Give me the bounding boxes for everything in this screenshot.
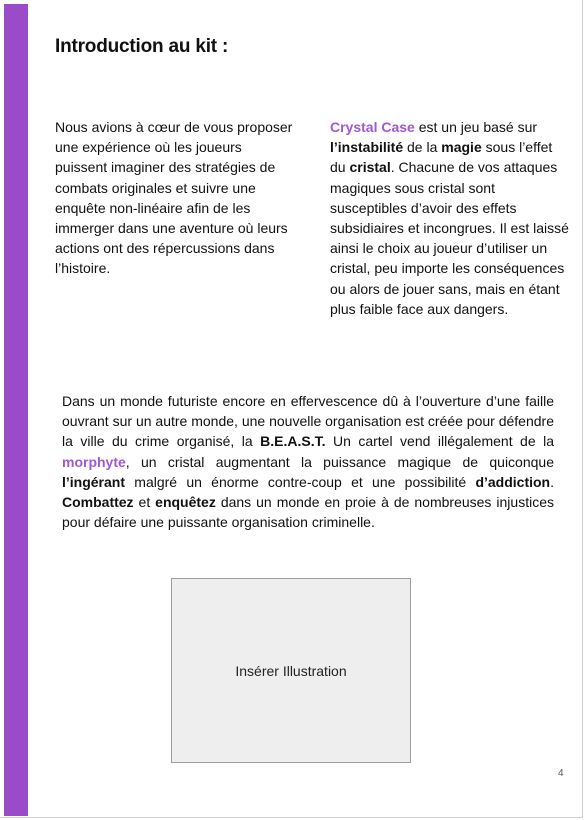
main-text-1: Dans un monde futuriste encore en effervescence dû à l’ouverture d’une faille ouvrant sur un autre monde, une nouvelle organisation est créée pour défendre la ville du crime organisé, la	[62, 393, 554, 450]
game-name: Crystal Case	[330, 119, 415, 135]
main-bold-combattez: Combattez	[62, 494, 134, 511]
main-bold-enquetez: enquêtez	[155, 494, 216, 511]
right-bold-2: magie	[441, 139, 482, 156]
main-bold-beast: B.E.A.S.T.	[260, 433, 326, 450]
main-accent-morphyte: morphyte	[62, 453, 126, 470]
right-bold-3: cristal	[349, 159, 391, 176]
main-bold-addiction: d’addiction	[475, 473, 551, 490]
right-text-2: de la	[403, 139, 442, 156]
sidebar-color-bar	[4, 4, 28, 816]
intro-left-text: Nous avions à cœur de vous proposer une expérience où les joueurs puissent imaginer des stratégies de combats originales et suivre une enquête non-linéaire afin de les immerger dans une aventure où leurs actions ont des répercussions dans l’histoire.	[55, 119, 293, 277]
intro-right-column	[330, 117, 570, 319]
main-text-5: .	[550, 473, 554, 490]
main-text-3: , un cristal augmentant la puissance magique de quiconque	[125, 453, 554, 470]
main-text-6: et	[133, 494, 156, 511]
intro-left-column	[55, 117, 295, 279]
illustration-placeholder-label: Insérer Illustration	[235, 662, 347, 679]
right-bold-1: l’instabilité	[330, 139, 404, 156]
right-text-1: est un jeu basé sur	[414, 119, 538, 135]
illustration-placeholder	[171, 578, 411, 763]
page-number: 4	[558, 768, 564, 779]
main-text-4: malgré un énorme contre-coup et une possibilité	[125, 473, 476, 490]
right-text-3: sous l’effet du	[330, 139, 553, 176]
main-bold-ingerant: l’ingérant	[62, 473, 126, 490]
page-title: Introduction au kit :	[55, 36, 229, 57]
main-text-7: dans un monde en proie à de nombreuses injustices pour défaire une puissante organisation criminelle.	[62, 494, 554, 531]
main-text-2: Un cartel vend illégalement de la	[325, 433, 554, 450]
main-paragraph	[62, 391, 554, 532]
right-text-4: . Chacune de vos attaques magiques sous cristal sont susceptibles d’avoir des effets subsidiaires et incongrues. Il est laissé ainsi le choix au joueur d’utiliser un cristal, peu importe les conséquences ou alors de jouer sans, mais en étant plus faible face aux dangers.	[330, 159, 569, 317]
